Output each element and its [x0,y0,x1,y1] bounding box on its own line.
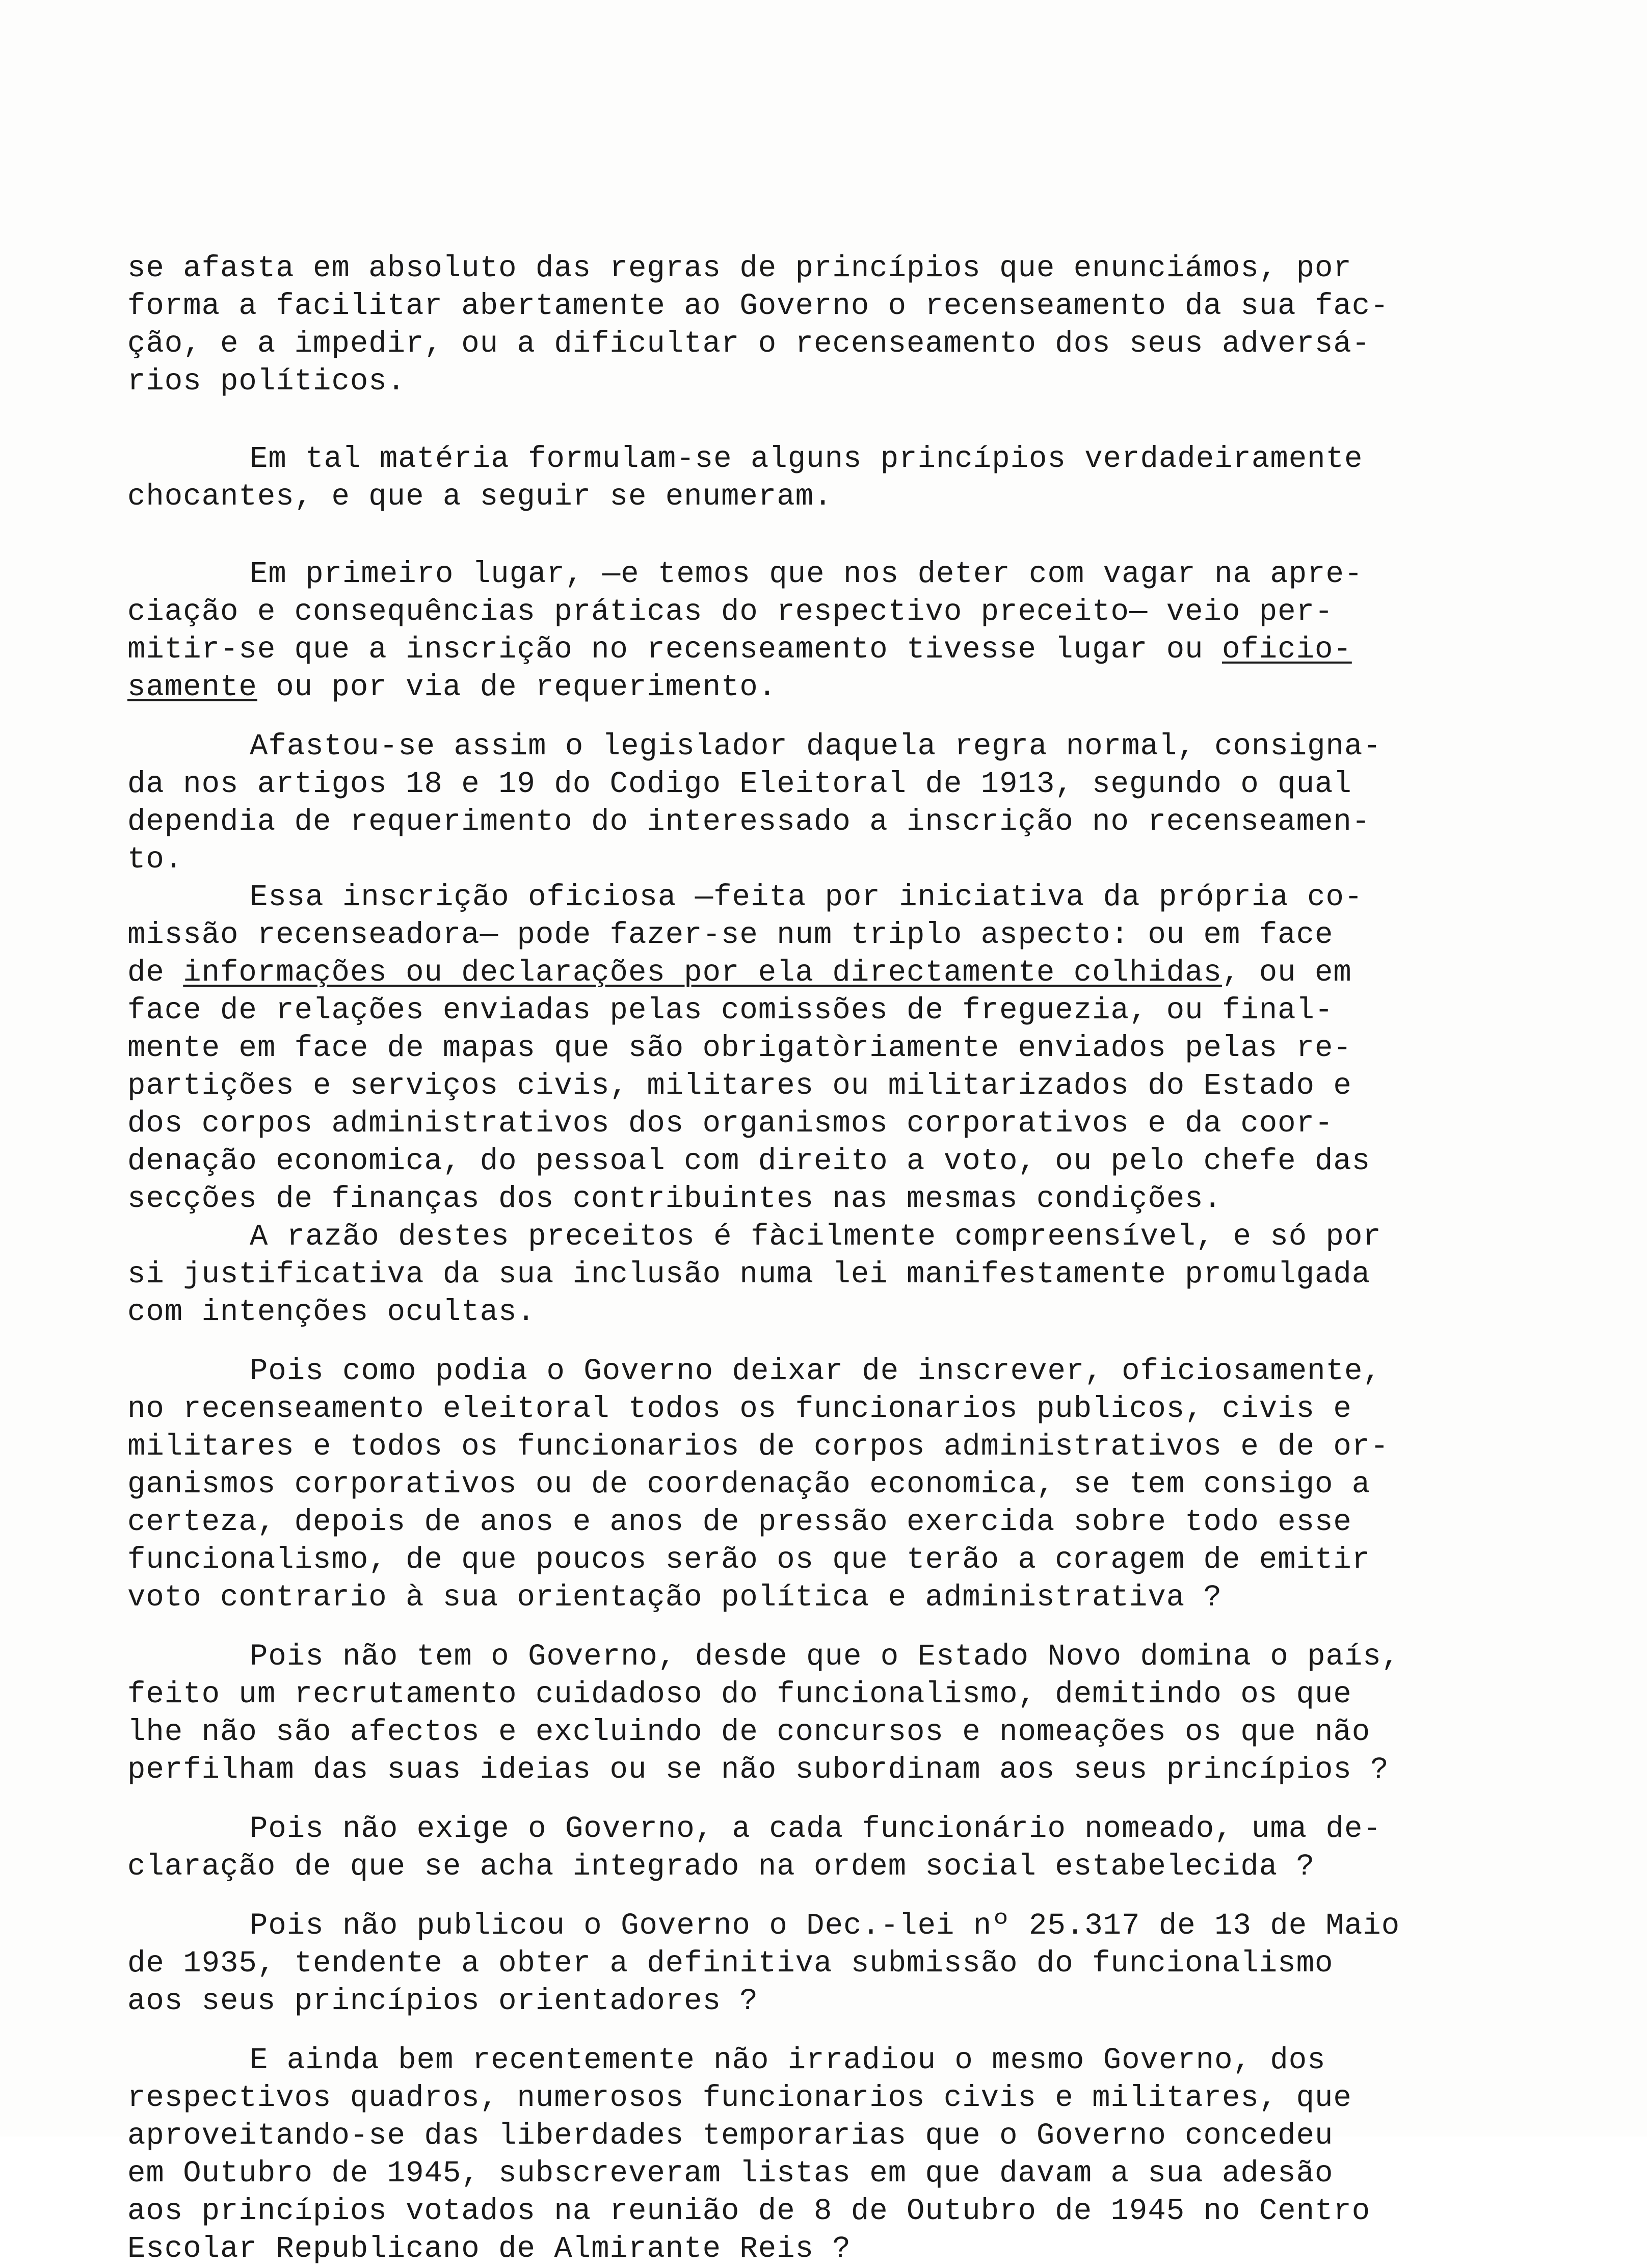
text-line: missão recenseadora— pode fazer-se num triplo aspecto: ou em face [127,918,1334,952]
text-line: Pois não tem o Governo, desde que o Estado Novo domina o país, [250,1640,1400,1674]
text-line: dos corpos administrativos dos organismos corporativos e da coor- [127,1106,1334,1141]
text-line: ção, e a impedir, ou a dificultar o recenseamento dos seus adversá- [127,327,1371,361]
text-line: A razão destes preceitos é fàcilmente compreensível, e só por [250,1220,1382,1254]
paragraph-11 [127,2042,1513,2268]
text-line: Essa inscrição oficiosa —feita por iniciativa da própria co- [250,880,1363,914]
paragraph-7 [127,1353,1513,1617]
text-segment: ou por via de requerimento. [257,670,777,704]
paragraph-4 [127,728,1513,879]
text-segment: de [127,956,183,990]
text-line: aos princípios votados na reunião de 8 de Outubro de 1945 no Centro [127,2194,1371,2228]
text-line: se afasta em absoluto das regras de princípios que enunciámos, por [127,251,1352,285]
text-line [127,631,1513,669]
text-line: dependia de requerimento do interessado a inscrição no recenseamen- [127,805,1371,839]
text-line: partições e serviços civis, militares ou militarizados do Estado e [127,1069,1352,1103]
text-line: mente em face de mapas que são obrigatòriamente enviados pelas re- [127,1031,1352,1065]
text-line: Em primeiro lugar, —e temos que nos deter com vagar na apre- [250,557,1363,591]
paragraph-10 [127,1907,1513,2020]
text-line: face de relações enviadas pelas comissões de freguezia, ou final- [127,993,1334,1027]
text-line: certeza, depois de anos e anos de pressão exercida sobre todo esse [127,1505,1352,1539]
text-line: ciação e consequências práticas do respectivo preceito— veio per- [127,595,1334,629]
text-line: chocantes, e que a seguir se enumeram. [127,480,833,514]
text-line: si justificativa da sua inclusão numa lei manifestamente promulgada [127,1257,1371,1291]
text-segment: mitir-se que a inscrição no recenseamento tivesse lugar ou [127,632,1222,667]
text-line: Em tal matéria formulam-se alguns princípios verdadeiramente [250,442,1363,476]
text-line: Escolar Republicano de Almirante Reis ? [127,2232,851,2266]
text-line: aos seus princípios orientadores ? [127,1984,758,2018]
text-line [127,669,1513,706]
text-line: em Outubro de 1945, subscreveram listas em que davam a sua adesão [127,2156,1334,2191]
text-line: aproveitando-se das liberdades temporarias que o Governo concedeu [127,2119,1334,2153]
underlined-word: oficio- [1221,632,1352,667]
text-segment: , ou em [1221,956,1352,990]
underlined-phrase: informações ou declarações por ela directamente colhidas [183,956,1222,990]
text-line: claração de que se acha integrado na ordem social estabelecida ? [127,1850,1315,1884]
underlined-word: samente [127,670,257,704]
text-line: da nos artigos 18 e 19 do Codigo Eleitoral de 1913, segundo o qual [127,767,1352,801]
text-line: perfilham das suas ideias ou se não subordinam aos seus princípios ? [127,1753,1389,1787]
text-line: funcionalismo, de que poucos serão os que terão a coragem de emitir [127,1543,1371,1577]
text-line: voto contrario à sua orientação política e administrativa ? [127,1580,1222,1615]
text-line: feito um recrutamento cuidadoso do funcionalismo, demitindo os que [127,1677,1352,1711]
text-line: secções de finanças dos contribuintes nas mesmas condições. [127,1182,1222,1216]
text-line: respectivos quadros, numerosos funcionarios civis e militares, que [127,2081,1352,2115]
text-line: Pois não exige o Governo, a cada funcionário nomeado, uma de- [250,1812,1382,1846]
text-line: denação economica, do pessoal com direito a voto, ou pelo chefe das [127,1144,1371,1178]
text-line: Pois não publicou o Governo o Dec.-lei nº 25.317 de 13 de Maio [250,1909,1400,1943]
paragraph-5 [127,879,1513,1218]
paragraph-2 [127,440,1513,516]
text-line: Pois como podia o Governo deixar de inscrever, oficiosamente, [250,1354,1382,1388]
text-line: lhe não são afectos e excluindo de concursos e nomeações os que não [127,1715,1371,1749]
typed-document-text [127,250,1513,2268]
text-line: militares e todos os funcionarios de corpos administrativos e de or- [127,1430,1389,1464]
paragraph-6 [127,1218,1513,1331]
paragraph-3 [127,556,1513,706]
paragraph-9 [127,1810,1513,1886]
text-line: Afastou-se assim o legislador daquela regra normal, consigna- [250,729,1382,763]
text-line [127,954,1513,992]
text-line: com intenções ocultas. [127,1295,536,1329]
text-line: to. [127,842,183,877]
text-line: E ainda bem recentemente não irradiou o mesmo Governo, dos [250,2043,1326,2077]
text-line: ganismos corporativos ou de coordenação economica, se tem consigo a [127,1467,1371,1501]
text-line: no recenseamento eleitoral todos os funcionarios publicos, civis e [127,1392,1352,1426]
paragraph-8 [127,1638,1513,1789]
text-line: de 1935, tendente a obter a definitiva submissão do funcionalismo [127,1946,1334,1981]
text-line: forma a facilitar abertamente ao Governo o recenseamento da sua fac- [127,289,1389,323]
paragraph-1 [127,250,1513,401]
text-line: rios políticos. [127,364,406,399]
